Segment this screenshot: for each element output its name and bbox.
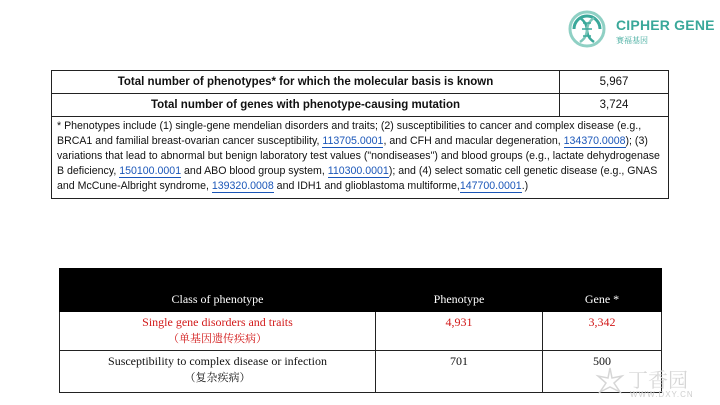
class-name-cn: （单基因遗传疾病）	[168, 332, 267, 345]
phenotype-count: 701	[376, 351, 543, 393]
table-row	[60, 312, 662, 351]
omim-link[interactable]: 110300.0001	[327, 165, 389, 177]
header-phenotype: Phenotype	[376, 269, 543, 312]
gene-count: 3,342	[543, 312, 662, 351]
phenotype-class-table	[59, 268, 662, 393]
watermark-text: 丁香园	[628, 368, 688, 392]
footnote-text: .)	[521, 180, 529, 192]
footnote-text: ); and (4) select somatic cell genetic disease (e.g., GNAS and McCune-Albright syndrome,	[57, 165, 658, 192]
class-name: Susceptibility to complex disease or infection	[108, 354, 327, 368]
class-cell	[60, 351, 376, 393]
omim-link[interactable]: 147700.0001	[459, 180, 522, 192]
cipher-gene-logo	[566, 8, 714, 52]
omim-link[interactable]: 139320.0008	[211, 180, 274, 192]
footnote-text: ); (3) variations that lead to abnormal but benign laboratory test values ("nondiseases") and blood groups (e.g., lactate dehydrogenase B deficiency,	[57, 135, 660, 177]
gene-count: 500	[543, 351, 662, 393]
table-row	[52, 94, 669, 117]
footnote-text: * Phenotypes include (1) single-gene mendelian disorders and traits; (2) susceptibilities to cancer and complex disease (e.g., BRCA1 and familial breast-ovarian cancer susceptibility,	[57, 120, 642, 147]
logo-brand-text: CIPHER GENE	[616, 17, 715, 33]
class-name-cn: （复杂疾病）	[184, 371, 251, 384]
footnote-text: and IDH1 and glioblastoma multiforme,	[273, 180, 460, 192]
watermark-url: WWW.DXY.CN	[630, 390, 694, 399]
footnote	[52, 117, 669, 199]
header-gene: Gene *	[543, 269, 662, 312]
phenotype-count: 4,931	[376, 312, 543, 351]
summary-label: Total number of genes with phenotype-causing mutation	[52, 94, 560, 117]
omim-link[interactable]: 113705.0001	[322, 135, 384, 147]
logo-brand-cn: 赛福基因	[616, 36, 648, 45]
summary-table	[51, 70, 669, 199]
table-row	[60, 351, 662, 393]
flower-icon	[592, 364, 628, 400]
header-class: Class of phenotype	[60, 269, 376, 312]
footnote-row	[52, 117, 669, 199]
dna-helix-icon	[566, 8, 612, 50]
footnote-text: and ABO blood group system,	[181, 165, 328, 177]
table-row	[52, 71, 669, 94]
class-name: Single gene disorders and traits	[142, 315, 293, 329]
dxy-watermark	[588, 362, 716, 402]
summary-value: 3,724	[560, 94, 669, 117]
omim-link[interactable]: 150100.0001	[119, 165, 182, 177]
table-header-row	[60, 269, 662, 312]
footnote-text: , and CFH and macular degeneration,	[383, 135, 564, 147]
class-cell	[60, 312, 376, 351]
omim-link[interactable]: 134370.0008	[563, 135, 626, 147]
summary-value: 5,967	[560, 71, 669, 94]
summary-label: Total number of phenotypes* for which the molecular basis is known	[52, 71, 560, 94]
